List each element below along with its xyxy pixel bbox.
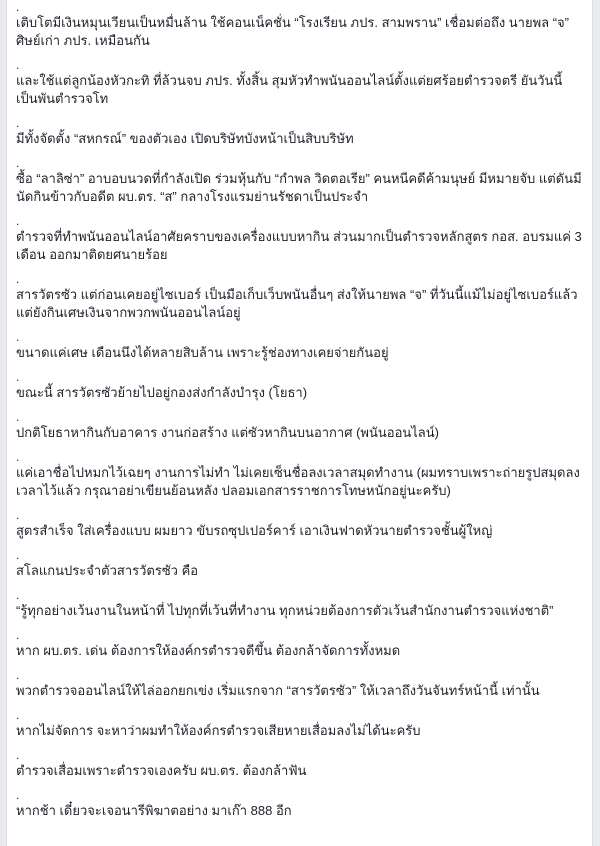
post-paragraph — [16, 272, 582, 322]
post-paragraph — [16, 450, 582, 500]
separator-dot: . — [16, 214, 20, 228]
post-paragraph — [16, 548, 582, 580]
paragraph-text: มีทั้งจัดตั้ง “สหกรณ์” ของตัวเอง เปิดบริษัทบังหน้าเป็นสิบบริษัท — [16, 131, 354, 146]
separator-dot: . — [16, 370, 20, 384]
post-paragraph — [16, 370, 582, 402]
paragraph-text: ปกติโยธาหากินกับอาคาร งานก่อสร้าง แต่ซัวหากินบนอากาศ (พนันออนไลน์) — [16, 425, 439, 440]
paragraph-text: ตำรวจเสื่อมเพราะตำรวจเองครับ ผบ.ตร. ต้องกล้าฟัน — [16, 763, 307, 778]
separator-dot: . — [16, 58, 20, 72]
separator-dot: . — [16, 410, 20, 424]
separator-dot: . — [16, 450, 20, 464]
post-paragraph — [16, 410, 582, 442]
separator-dot: . — [16, 708, 20, 722]
separator-dot: . — [16, 0, 20, 14]
post-paragraph — [16, 788, 582, 820]
post-panel — [6, 0, 593, 846]
separator-dot: . — [16, 788, 20, 802]
paragraph-text: “รู้ทุกอย่างเว้นงานในหน้าที่ ไปทุกที่เว้นที่ทำงาน ทุกหน่วยต้องการตัวเว้นสำนักงานตำรวจแห่งชาติ” — [16, 603, 554, 618]
separator-dot: . — [16, 272, 20, 286]
separator-dot: . — [16, 156, 20, 170]
separator-dot: . — [16, 548, 20, 562]
separator-dot: . — [16, 116, 20, 130]
separator-dot: . — [16, 748, 20, 762]
post-paragraph — [16, 748, 582, 780]
paragraph-text: หาก ผบ.ตร. เด่น ต้องการให้องค์กรตำรวจดีขึ้น ต้องกล้าจัดการทั้งหมด — [16, 643, 401, 658]
paragraph-text: เติบโตมีเงินหมุนเวียนเป็นหมื่นล้าน ใช้คอนเน็คชั่น “โรงเรียน ภปร. สามพราน” เชื่อมต่อถึง นายพล “จ” ศิษย์เก่า ภปร. เหมือนกัน — [16, 15, 570, 48]
post-paragraph — [16, 708, 582, 740]
paragraph-text: ขณะนี้ สารวัตรซัวย้ายไปอยู่กองส่งกำลังบำรุง (โยธา) — [16, 385, 308, 400]
post-body — [7, 0, 592, 820]
paragraph-text: สโลแกนประจำตัวสารวัตรซัว คือ — [16, 563, 199, 578]
paragraph-text: หากช้า เดี๋ยวจะเจอนารีพิฆาตอย่าง มาเก๊า 888 อีก — [16, 803, 292, 818]
paragraph-text: พวกตำรวจออนไลน์ให้ไล่ออกยกเข่ง เริ่มแรกจาก “สารวัตรซัว” ให้เวลาถึงวันจันทร์หน้านี้ เท่านั้น — [16, 683, 540, 698]
paragraph-text: ขนาดแค่เศษ เดือนนึงได้หลายสิบล้าน เพราะรู้ช่องทางเคยจ่ายกันอยู่ — [16, 345, 389, 360]
separator-dot: . — [16, 330, 20, 344]
separator-dot: . — [16, 628, 20, 642]
paragraph-text: สารวัตรซัว แต่ก่อนเคยอยู่ไซเบอร์ เป็นมือเก็บเว็บพนันอื่นๆ ส่งให้นายพล “จ” ที่วันนี้แม้ไม่อยู่ไซเบอร์แล้ว แต่ยังกินเศษเงินจากพวกพนันออนไลน์อยู่ — [16, 287, 578, 320]
post-paragraph — [16, 628, 582, 660]
separator-dot: . — [16, 588, 20, 602]
paragraph-text: สูตรสำเร็จ ใส่เครื่องแบบ ผมยาว ขับรถซุปเปอร์คาร์ เอาเงินฟาดหัวนายตำรวจชั้นผู้ใหญ่ — [16, 523, 493, 538]
post-paragraph — [16, 214, 582, 264]
paragraph-text: ซื้อ “ลาลิซ่า” อาบอบนวดที่กำลังเปิด ร่วมหุ้นกับ “กำพล วิดตอเรีย” คนหนีคดีค้ามนุษย์ มีหมายจับ แต่ดันมีนัดกินข้าวกับอดีต ผบ.ตร. “ส” กลางโรงแรมย่านรัชดาเป็นประจำ — [16, 171, 582, 204]
paragraph-text: และใช้แต่ลูกน้องหัวกะทิ ที่ล้วนจบ ภปร. ทั้งสิ้น สุมหัวทำพนันออนไลน์ตั้งแต่ยศร้อยตำรวจตรี ยันวันนี้เป็นพันตำรวจโท — [16, 73, 563, 106]
paragraph-text: แค่เอาชื่อไปหมกไว้เฉยๆ งานการไม่ทำ ไม่เคยเซ็นชื่อลงเวลาสมุดทำงาน (ผมทราบเพราะถ่ายรูปสมุดลงเวลาไว้แล้ว กรุณาอย่าเขียนย้อนหลัง ปลอมเอกสารราชการโทษหนักอยู่นะครับ) — [16, 465, 580, 498]
separator-dot: . — [16, 508, 20, 522]
post-paragraph — [16, 508, 582, 540]
post-paragraph — [16, 58, 582, 108]
post-paragraph — [16, 668, 582, 700]
post-paragraph — [16, 588, 582, 620]
post-paragraph — [16, 330, 582, 362]
post-paragraph — [16, 116, 582, 148]
paragraph-text: ตำรวจที่ทำพนันออนไลน์อาศัยคราบของเครื่องแบบหากิน ส่วนมากเป็นตำรวจหลักสูตร กอส. อบรมแค่ 3 เดือน ออกมาติดยศนายร้อย — [16, 229, 582, 262]
paragraph-text: หากไม่จัดการ จะหาว่าผมทำให้องค์กรตำรวจเสียหายเสื่อมลงไม่ได้นะครับ — [16, 723, 421, 738]
post-paragraph — [16, 156, 582, 206]
post-paragraph — [16, 0, 582, 50]
separator-dot: . — [16, 668, 20, 682]
